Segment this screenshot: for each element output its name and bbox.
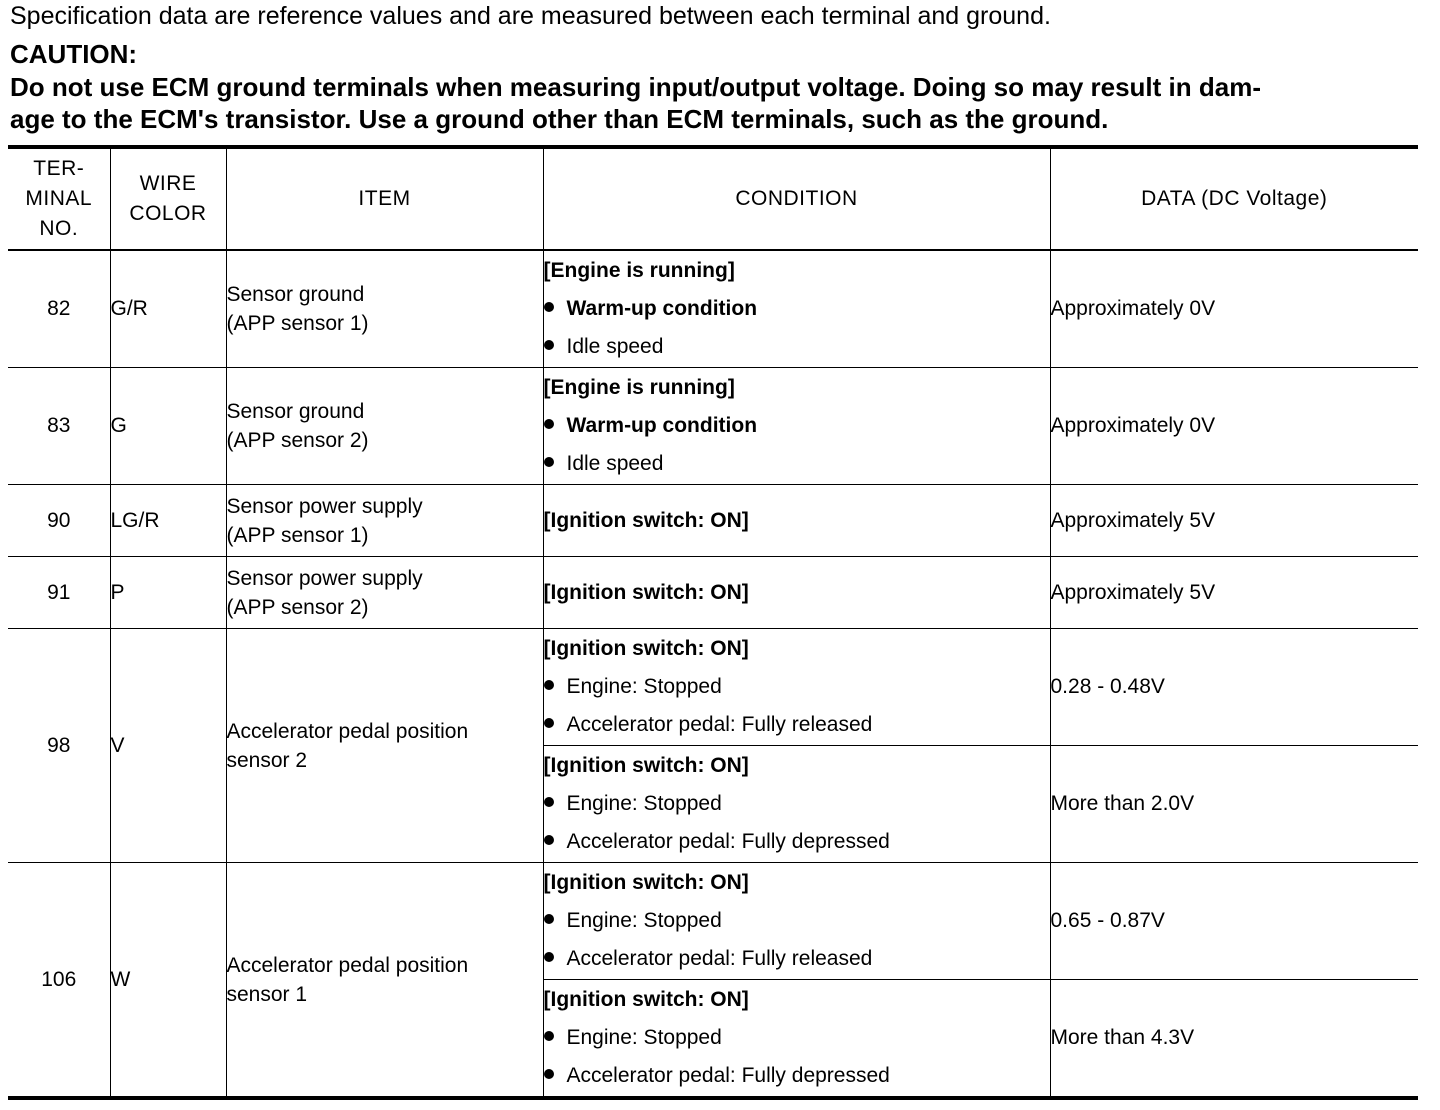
- table-row: [8, 557, 1418, 629]
- condition-cell: [543, 557, 1050, 629]
- header-item: ITEM: [226, 147, 543, 250]
- condition-bullet: [544, 1019, 1050, 1057]
- condition-header: [Engine is running]: [543, 259, 735, 282]
- table-row: [8, 863, 1418, 980]
- table-row: [8, 629, 1418, 746]
- condition-cell: [543, 485, 1050, 557]
- condition-cell: [543, 746, 1050, 863]
- header-text: WIRE: [139, 172, 197, 195]
- item-description: [226, 557, 543, 629]
- table-row: [8, 485, 1418, 557]
- header-text: MINAL: [25, 187, 93, 210]
- header-terminal-no: [8, 147, 110, 250]
- condition-bullet: [544, 823, 1050, 861]
- bullet-icon: [544, 419, 554, 429]
- terminal-number: 83: [8, 368, 110, 485]
- item-description: [226, 629, 543, 863]
- wire-color: LG/R: [110, 485, 226, 557]
- caution-title: CAUTION:: [10, 39, 138, 69]
- condition-cell: [543, 629, 1050, 746]
- table-header-row: [8, 147, 1418, 250]
- caution-body: [10, 71, 1420, 135]
- header-wire-color: [110, 147, 226, 250]
- terminal-spec-table: [8, 145, 1418, 1100]
- condition-header: [Ignition switch: ON]: [543, 637, 749, 660]
- condition-header: [Ignition switch: ON]: [543, 988, 749, 1011]
- data-value: More than 4.3V: [1050, 980, 1418, 1099]
- bullet-icon: [544, 457, 554, 467]
- wire-color: V: [110, 629, 226, 863]
- terminal-number: 98: [8, 629, 110, 863]
- terminal-number: 106: [8, 863, 110, 1099]
- condition-bullet: [544, 407, 1050, 445]
- item-line: sensor 1: [226, 982, 308, 1006]
- data-value: 0.28 - 0.48V: [1050, 629, 1418, 746]
- bullet-icon: [544, 340, 554, 350]
- data-value: Approximately 5V: [1050, 557, 1418, 629]
- condition-bullet: [544, 902, 1050, 940]
- condition-bullet: [544, 290, 1050, 328]
- item-description: [226, 368, 543, 485]
- bullet-text: Warm-up condition: [566, 297, 758, 320]
- terminal-number: 90: [8, 485, 110, 557]
- header-data: DATA (DC Voltage): [1050, 147, 1418, 250]
- condition-bullet: [544, 445, 1050, 483]
- wire-color: P: [110, 557, 226, 629]
- bullet-text: Warm-up condition: [566, 414, 758, 437]
- wire-color: G/R: [110, 250, 226, 368]
- table-body: [8, 250, 1418, 1098]
- header-text: NO.: [39, 217, 79, 240]
- data-value: More than 2.0V: [1050, 746, 1418, 863]
- item-description: [226, 250, 543, 368]
- bullet-text: Accelerator pedal: Fully released: [566, 713, 873, 736]
- header-condition: CONDITION: [543, 147, 1050, 250]
- wire-color: G: [110, 368, 226, 485]
- item-line: Accelerator pedal position: [226, 719, 469, 743]
- bullet-icon: [544, 952, 554, 962]
- condition-bullet: [544, 1057, 1050, 1095]
- condition-bullet: [544, 940, 1050, 978]
- bullet-text: Accelerator pedal: Fully depressed: [566, 830, 890, 853]
- bullet-text: Accelerator pedal: Fully depressed: [566, 1064, 890, 1087]
- bullet-text: Engine: Stopped: [566, 1026, 722, 1049]
- item-description: [226, 863, 543, 1099]
- bullet-icon: [544, 680, 554, 690]
- item-line: Sensor ground: [226, 400, 365, 423]
- condition-cell: [543, 863, 1050, 980]
- bullet-text: Accelerator pedal: Fully released: [566, 947, 873, 970]
- condition-bullet: [544, 668, 1050, 706]
- data-value: Approximately 5V: [1050, 485, 1418, 557]
- condition-header: [Ignition switch: ON]: [543, 580, 749, 604]
- item-description: [226, 485, 543, 557]
- data-value: Approximately 0V: [1050, 368, 1418, 485]
- item-line: (APP sensor 1): [226, 312, 369, 335]
- bullet-icon: [544, 914, 554, 924]
- item-line: Sensor power supply: [226, 494, 423, 518]
- item-line: Sensor ground: [226, 283, 365, 306]
- bullet-text: Engine: Stopped: [566, 675, 722, 698]
- table-row: [8, 250, 1418, 368]
- condition-cell: [543, 250, 1050, 368]
- condition-header: [Ignition switch: ON]: [543, 754, 749, 777]
- bullet-icon: [544, 1031, 554, 1041]
- data-value: 0.65 - 0.87V: [1050, 863, 1418, 980]
- terminal-number: 82: [8, 250, 110, 368]
- caution-line: Do not use ECM ground terminals when measuring input/output voltage. Doing so may result in dam-: [10, 72, 1261, 102]
- item-line: sensor 2: [226, 748, 308, 772]
- bullet-icon: [544, 835, 554, 845]
- wire-color: W: [110, 863, 226, 1099]
- bullet-text: Engine: Stopped: [566, 792, 722, 815]
- condition-header: [Ignition switch: ON]: [543, 508, 749, 532]
- item-line: (APP sensor 2): [226, 595, 369, 619]
- condition-cell: [543, 368, 1050, 485]
- data-value: Approximately 0V: [1050, 250, 1418, 368]
- table-row: [8, 368, 1418, 485]
- condition-bullet: [544, 785, 1050, 823]
- item-line: Accelerator pedal position: [226, 953, 469, 977]
- bullet-icon: [544, 1069, 554, 1079]
- bullet-text: Idle speed: [566, 452, 664, 475]
- item-line: Sensor power supply: [226, 566, 423, 590]
- terminal-number: 91: [8, 557, 110, 629]
- condition-header: [Ignition switch: ON]: [543, 871, 749, 894]
- bullet-text: Engine: Stopped: [566, 909, 722, 932]
- condition-header: [Engine is running]: [543, 376, 735, 399]
- condition-bullet: [544, 706, 1050, 744]
- item-line: (APP sensor 2): [226, 429, 369, 452]
- bullet-icon: [544, 718, 554, 728]
- header-text: TER-: [33, 157, 85, 180]
- caution-line: age to the ECM's transistor. Use a ground other than ECM terminals, such as the ground.: [10, 104, 1109, 134]
- item-line: (APP sensor 1): [226, 523, 369, 547]
- bullet-icon: [544, 302, 554, 312]
- condition-bullet: [544, 328, 1050, 366]
- bullet-icon: [544, 797, 554, 807]
- reference-note: Specification data are reference values and are measured between each terminal and ground.: [10, 2, 1051, 30]
- bullet-text: Idle speed: [566, 335, 664, 358]
- header-text: COLOR: [129, 202, 207, 225]
- condition-cell: [543, 980, 1050, 1099]
